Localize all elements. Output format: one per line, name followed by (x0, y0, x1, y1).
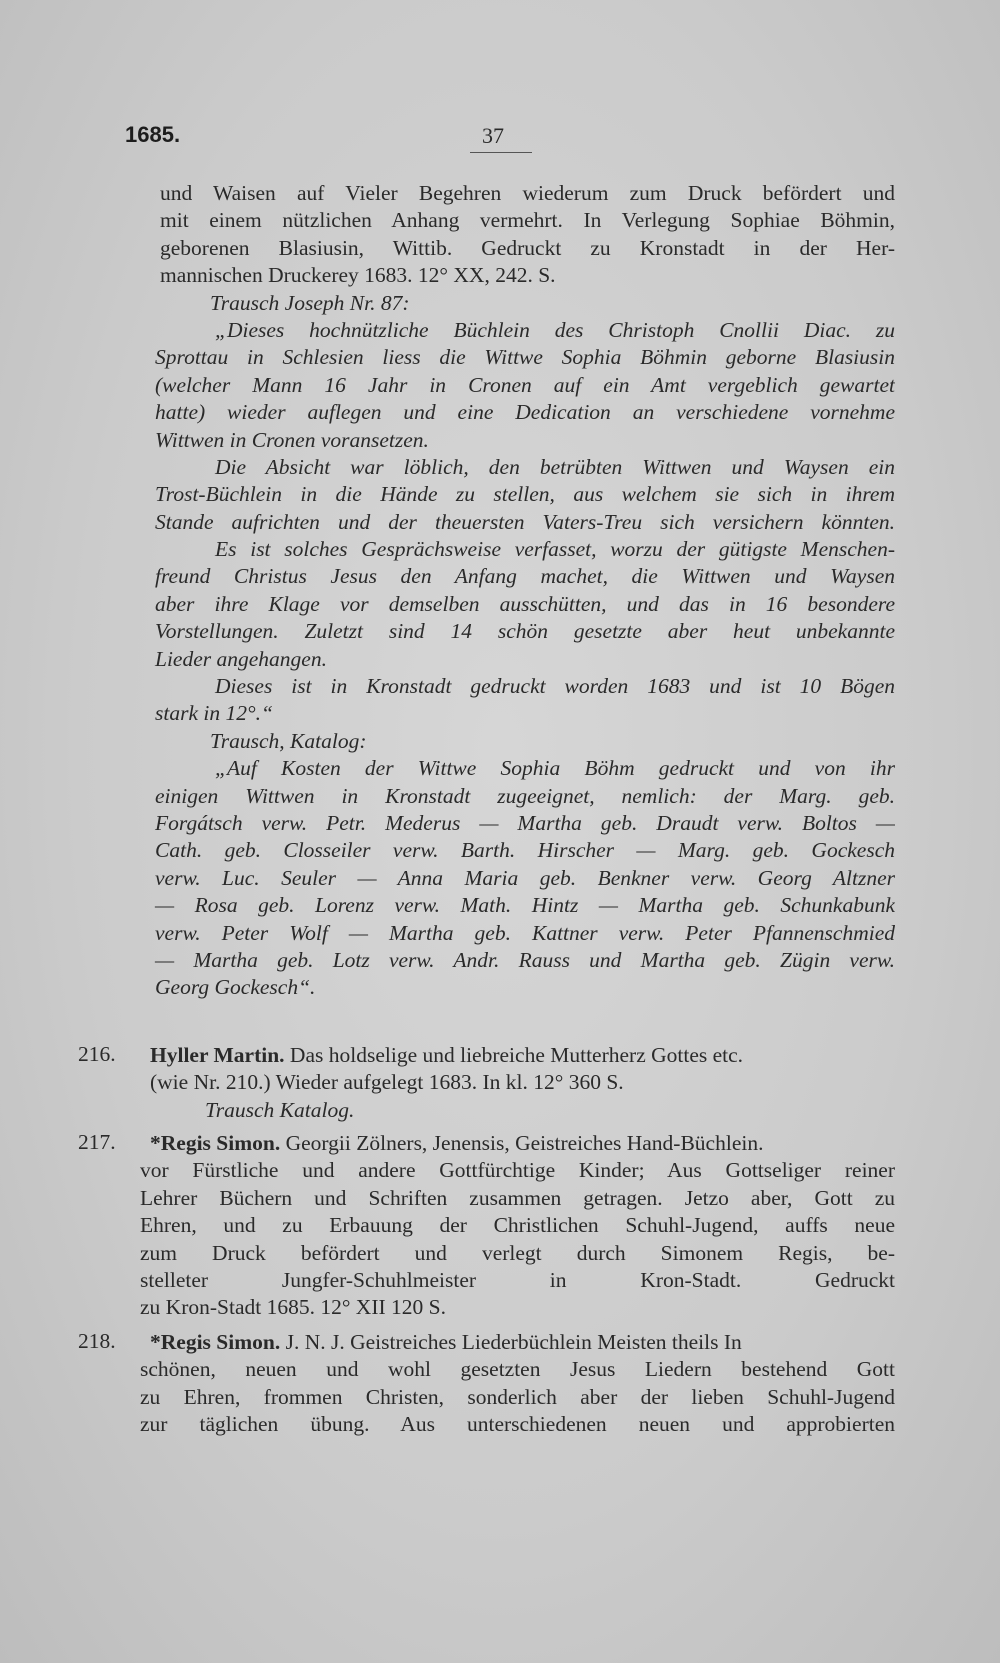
quote-line: verw. Luc. Seuler — Anna Maria geb. Benkner verw. Georg Altzner (155, 865, 895, 890)
quote-line: Vorstellungen. Zuletzt sind 14 schön gesetzte aber heut unbekannte (155, 619, 895, 644)
entry-text: schönen, neuen und wohl gesetzten Jesus Liedern bestehend Gott (140, 1357, 895, 1382)
quote-line: — Rosa geb. Lorenz verw. Math. Hintz — Martha geb. Schunkabunk (155, 893, 895, 918)
page-number: 37 (482, 123, 504, 148)
entry-text: Lehrer Büchern und Schriften zusammen getragen. Jetzo aber, Gott zu (140, 1185, 895, 1210)
entry-number: 216. (78, 1042, 116, 1066)
citation-line: Trausch, Katalog: (210, 728, 367, 753)
catalog-entry (140, 1329, 895, 1439)
quote-line: Es ist solches Gesprächsweise verfasset, worzu der gütigste Menschen- (215, 537, 895, 562)
quote-line: Trost-Büchlein in die Hände zu stellen, aus welchem sie sich in ihrem (155, 482, 895, 507)
entry-text: Georgii Zölners, Jenensis, Geistreiches Hand-Büchlein. (280, 1131, 764, 1155)
quote-line: Wittwen in Cronen voransetzen. (155, 427, 429, 452)
quote-line: Stande aufrichten und der theuersten Vaters-Treu sich versichern könnten. (155, 509, 895, 534)
running-header-year: 1685. (125, 122, 181, 147)
text-line: mit einem nützlichen Anhang vermehrt. In Verlegung Sophiae Böhmin, (160, 208, 895, 233)
body-text (120, 180, 895, 1002)
quote-line: Sprottau in Schlesien liess die Wittwe Sophia Böhmin geborne Blasiusin (155, 345, 895, 370)
quote-line: verw. Peter Wolf — Martha geb. Kattner verw. Peter Pfannenschmied (155, 920, 895, 945)
entry-text: Ehren, und zu Erbauung der Christlichen Schuhl-Jugend, auffs neue (140, 1213, 895, 1238)
entry-author: *Regis Simon. (150, 1131, 281, 1155)
entry-text: zur täglichen übung. Aus unterschiedenen neuen und approbierten (140, 1412, 895, 1437)
entry-text: zu Kron-Stadt 1685. 12° XII 120 S. (140, 1295, 446, 1320)
text-line: und Waisen auf Vieler Begehren wiederum zum Druck befördert und (160, 181, 895, 205)
quote-line: — Martha geb. Lotz verw. Andr. Rauss und Martha geb. Zügin verw. (155, 947, 895, 972)
entry-text: zum Druck befördert und verlegt durch Simonem Regis, be- (140, 1240, 895, 1265)
text-line: mannischen Druckerey 1683. 12° XX, 242. S. (160, 263, 556, 288)
quote-line: hatte) wieder auflegen und eine Dedication an verschiedene vornehme (155, 400, 895, 425)
quote-line: Die Absicht war löblich, den betrübten Wittwen und Waysen ein (215, 454, 895, 479)
quote-line: „Auf Kosten der Wittwe Sophia Böhm gedruckt und von ihr (215, 756, 895, 781)
quote-line: „Dieses hochnützliche Büchlein des Christoph Cnollii Diac. zu (215, 317, 895, 342)
entry-text: zu Ehren, frommen Christen, sonderlich aber der lieben Schuhl-Jugend (140, 1384, 895, 1409)
header-rule (470, 152, 532, 153)
quote-line: (welcher Mann 16 Jahr in Cronen auf ein Amt vergeblich gewartet (155, 372, 895, 397)
quote-line: Forgátsch verw. Petr. Mederus — Martha geb. Draudt verw. Boltos — (155, 810, 895, 835)
entry-text: (wie Nr. 210.) Wieder aufgelegt 1683. In kl. 12° 360 S. (150, 1070, 624, 1095)
entry-number: 217. (78, 1130, 116, 1154)
catalog-entry (140, 1130, 895, 1322)
entry-author: *Regis Simon. (150, 1330, 281, 1354)
quote-line: Georg Gockesch“. (155, 975, 316, 1000)
quote-line: stark in 12°.“ (155, 701, 273, 726)
quote-line: freund Christus Jesus den Anfang machet, die Wittwen und Waysen (155, 564, 895, 589)
quote-line: einigen Wittwen in Kronstadt zugeeignet, nemlich: der Marg. geb. (155, 783, 895, 808)
entry-text: Das holdselige und liebreiche Mutterherz Gottes etc. (284, 1043, 744, 1067)
quote-line: Lieder angehangen. (155, 646, 327, 671)
quote-line: aber ihre Klage vor demselben ausschütten, und das in 16 besondere (155, 591, 895, 616)
entry-text: vor Fürstliche und andere Gottfürchtige Kinder; Aus Gottseliger reiner (140, 1158, 895, 1183)
entry-text: stelleter Jungfer-Schuhlmeister in Kron-Stadt. Gedruckt (140, 1267, 895, 1292)
entry-author: Hyller Martin. (150, 1043, 285, 1067)
citation-line: Trausch Joseph Nr. 87: (210, 290, 410, 315)
text-line: geborenen Blasiusin, Wittib. Gedruckt zu Kronstadt in der Her- (160, 235, 895, 260)
entry-text: J. N. J. Geistreiches Liederbüchlein Meisten theils In (280, 1330, 742, 1354)
catalog-entry (150, 1042, 895, 1124)
quote-line: Dieses ist in Kronstadt gedruckt worden 1683 und ist 10 Bögen (215, 674, 895, 699)
entry-citation: Trausch Katalog. (205, 1097, 355, 1122)
quote-line: Cath. geb. Closseiler verw. Barth. Hirscher — Marg. geb. Gockesch (155, 838, 895, 863)
entry-number: 218. (78, 1329, 116, 1353)
